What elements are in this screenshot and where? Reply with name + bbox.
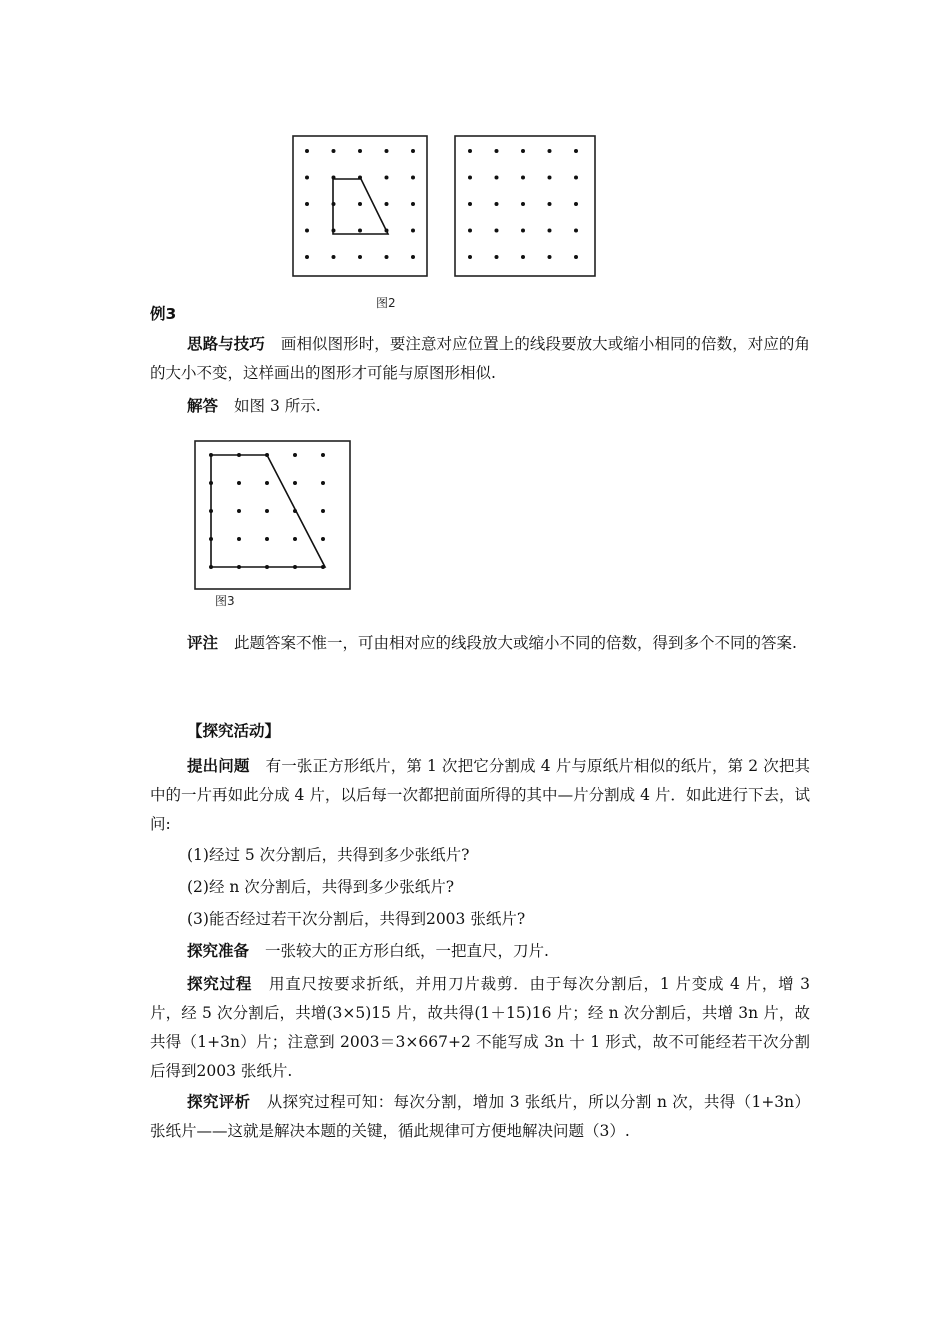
grid-dot (237, 509, 241, 513)
grid-dot (548, 229, 552, 233)
grid-dot (358, 255, 362, 259)
grid-dot (521, 202, 525, 206)
answer-text: 如图 3 所示. (234, 397, 321, 415)
grid-dot (574, 176, 578, 180)
figure-2 (285, 128, 605, 288)
grid-dot (237, 537, 241, 541)
grid-dot (411, 149, 415, 153)
approach-text: 画相似图形时，要注意对应位置上的线段要放大或缩小相同的倍数，对应的角的大小不变，这样画出的图形才可能与原图形相似. (150, 335, 810, 382)
left-dot-grid (305, 149, 415, 259)
grid-dot (468, 255, 472, 259)
comment-text: 此题答案不惟一，可由相对应的线段放大或缩小不同的倍数，得到多个不同的答案. (234, 634, 797, 652)
grid-dot (385, 149, 389, 153)
grid-dot (411, 255, 415, 259)
grid-dot (321, 453, 325, 457)
grid-dot (468, 176, 472, 180)
grid-dot (265, 481, 269, 485)
answer-paragraph (150, 392, 321, 421)
grid-dot (332, 149, 336, 153)
grid-dot (521, 176, 525, 180)
original-trapezoid (333, 179, 388, 234)
grid-dot (411, 229, 415, 233)
grid-dot (495, 229, 499, 233)
question-2: (2)经 n 次分割后，共得到多少张纸片? (187, 878, 455, 896)
grid-dot (358, 202, 362, 206)
right-grid-frame (455, 136, 595, 276)
grid-dot (411, 176, 415, 180)
question-3: (3)能否经过若干次分割后，共得到2003 张纸片? (187, 910, 526, 928)
grid-dot (305, 229, 309, 233)
grid-dot (521, 149, 525, 153)
grid-dot (385, 255, 389, 259)
activity-heading: 【探究活动】 (187, 722, 281, 740)
figure-2-graphic (285, 128, 605, 288)
prep-text: 一张较大的正方形白纸，一把直尺，刀片. (265, 942, 549, 960)
grid-dot (495, 255, 499, 259)
grid-dot (237, 481, 241, 485)
grid-dot (411, 202, 415, 206)
approach-label: 思路与技巧 (187, 335, 265, 353)
grid-dot (305, 202, 309, 206)
grid-dot (468, 202, 472, 206)
prep-label: 探究准备 (187, 942, 250, 960)
grid-dot (548, 149, 552, 153)
figure-2-caption: 图2 (376, 296, 396, 310)
figure-3-graphic (185, 435, 365, 615)
grid-dot (358, 229, 362, 233)
prep-paragraph (150, 937, 549, 966)
analysis-paragraph (150, 1088, 810, 1146)
grid-dot (265, 537, 269, 541)
grid-dot (358, 149, 362, 153)
grid-dot (332, 255, 336, 259)
grid-dot (265, 509, 269, 513)
grid-dot (468, 149, 472, 153)
grid-dot (321, 509, 325, 513)
grid-dot (293, 481, 297, 485)
comment-label: 评注 (187, 634, 219, 652)
answer-label: 解答 (187, 397, 219, 415)
question-1: (1)经过 5 次分割后，共得到多少张纸片? (187, 846, 470, 864)
grid-dot (321, 537, 325, 541)
grid-dot (574, 149, 578, 153)
grid-dot (321, 481, 325, 485)
grid-dot (385, 176, 389, 180)
problem-text: 有一张正方形纸片，第 1 次把它分割成 4 片与原纸片相似的纸片，第 2 次把其中的一片再如此分成 4 片，以后每一次都把前面所得的其中—片分割成 4 片．如此进行下去，试问: (150, 757, 810, 833)
grid-dot (574, 202, 578, 206)
grid-dot (468, 229, 472, 233)
grid-dot (574, 229, 578, 233)
grid-dot (495, 176, 499, 180)
grid-dot (305, 255, 309, 259)
figure-3-caption: 图3 (215, 594, 235, 608)
grid-dot (548, 176, 552, 180)
process-paragraph (150, 970, 810, 1086)
process-label: 探究过程 (187, 975, 253, 993)
right-dot-grid (468, 149, 578, 259)
problem-label: 提出问题 (187, 757, 250, 775)
dot-grid (209, 453, 325, 569)
analysis-text: 从探究过程可知：每次分割，增加 3 张纸片，所以分割 n 次，共得（1+3n）张纸片——这就是解决本题的关键，循此规律可方便地解决问题（3）. (150, 1093, 810, 1140)
comment-paragraph (150, 629, 810, 658)
grid-dot (495, 202, 499, 206)
grid-dot (293, 537, 297, 541)
approach-paragraph (150, 330, 810, 388)
problem-paragraph (150, 752, 810, 839)
analysis-label: 探究评析 (187, 1093, 251, 1111)
grid-dot (293, 453, 297, 457)
grid-dot (385, 202, 389, 206)
process-text: 用直尺按要求折纸，并用刀片裁剪．由于每次分割后，1 片变成 4 片，增 3 片，经 5 次分割后，共增(3×5)15 片，故共得(1＋15)16 片；经 n 次分割后，共增 3n 片，故共得（1+3n）片；注意到 2003＝3×667+2 不能写成 3n 十 1 形式，故不可能经若干次分割后得到2003 张纸片. (150, 975, 810, 1080)
grid-dot (495, 149, 499, 153)
grid-dot (548, 202, 552, 206)
grid-dot (305, 176, 309, 180)
figure-3 (185, 435, 365, 615)
example-label: 例3 (150, 305, 177, 323)
grid-dot (305, 149, 309, 153)
grid-dot (548, 255, 552, 259)
grid-dot (521, 229, 525, 233)
grid-dot (574, 255, 578, 259)
grid-dot (521, 255, 525, 259)
